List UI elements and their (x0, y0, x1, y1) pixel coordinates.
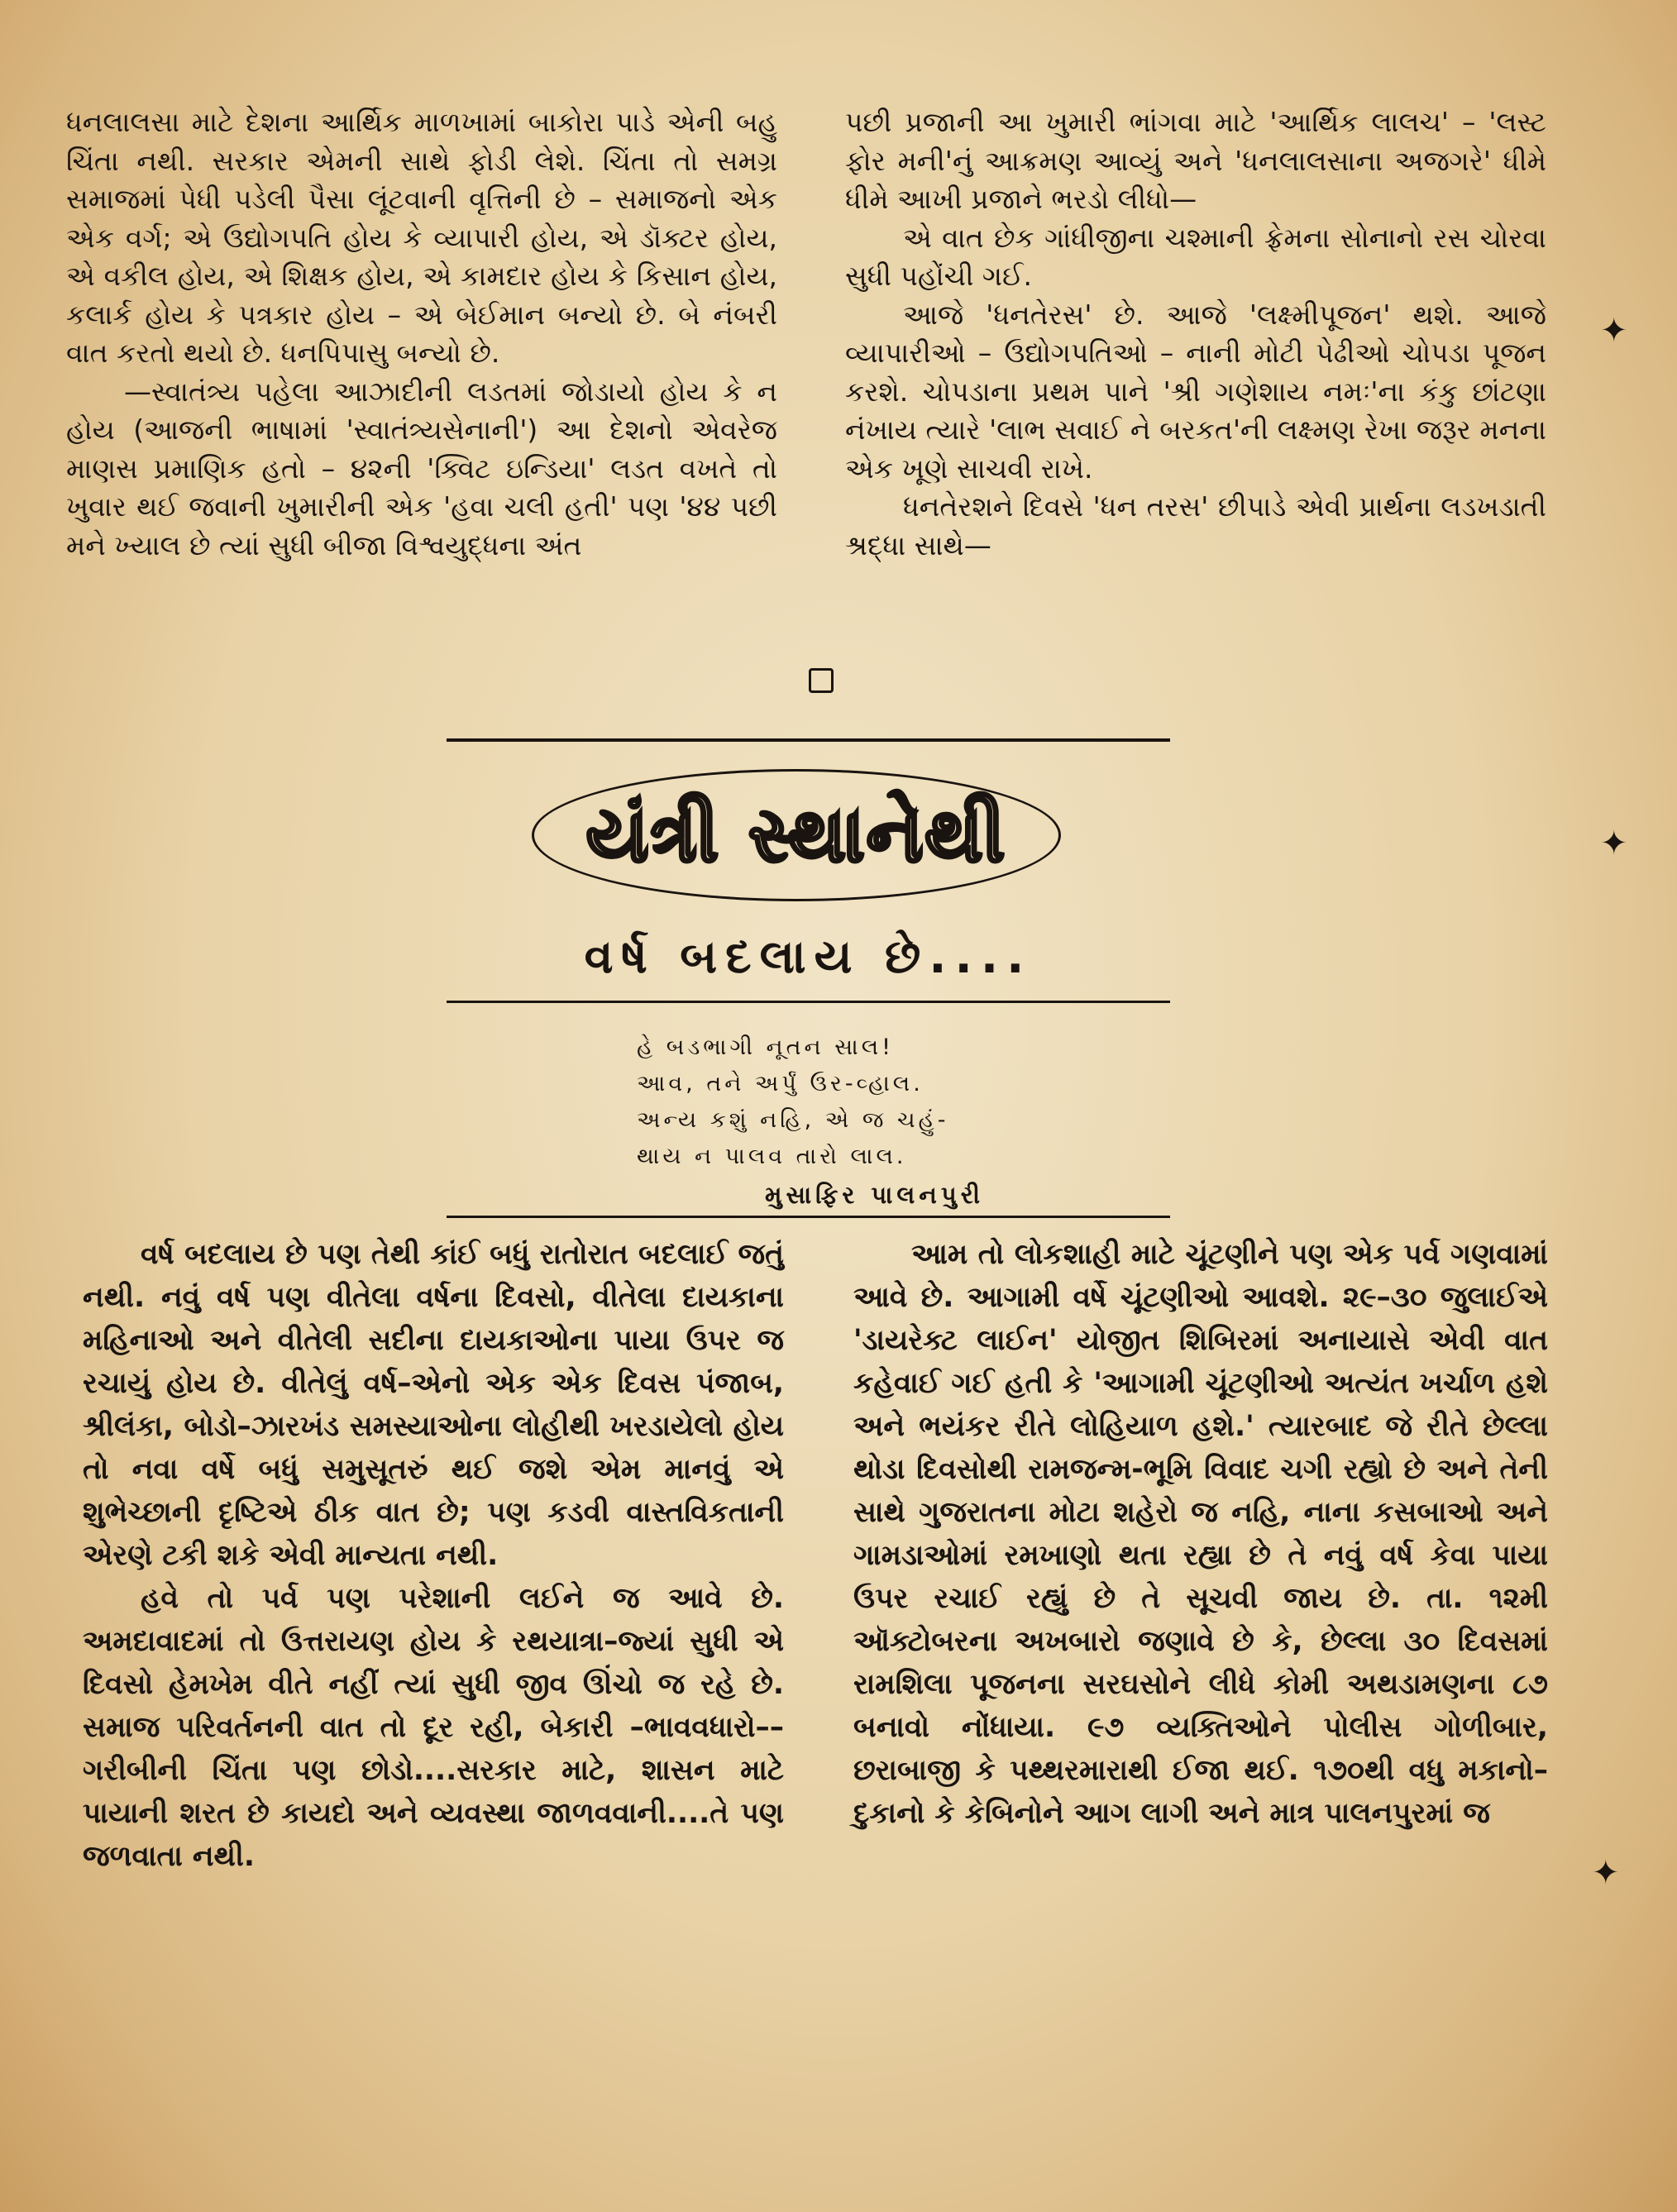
poem-line: હે બડભાગી નૂતન સાલ! (637, 1034, 894, 1060)
column-title: યંત્રી સ્થાનેથી (585, 790, 1007, 879)
top-left-column (66, 103, 777, 565)
paragraph: એ વાત છેક ગાંધીજીના ચશ્માની ફ્રેમના સોનાનો રસ ચોરવા સુધી પહોંચી ગઈ. (845, 221, 1546, 292)
divider-rule (447, 1216, 1170, 1218)
paragraph: —સ્વાતંત્ર્ય પહેલા આઝાદીની લડતમાં જોડાયો હોય કે ન હોય (આજની ભાષામાં 'સ્વાતંત્ર્યસેનાની') આ દેશનો એવરેજ માણસ પ્રમાણિક હતો – ૪૨ની 'ક્વિટ ઇન્ડિયા' લડત વખતે તો ખુવાર થઈ જવાની ખુમારીની એક 'હવા ચલી હતી' પણ '૪૪ પછી મને ખ્યાલ છે ત્યાં સુધી બીજા વિશ્વયુદ્ધના અંત (66, 375, 777, 561)
bottom-left-column (83, 1233, 784, 1878)
staple-mark-icon: ✦ (1600, 824, 1628, 862)
paragraph: પછી પ્રજાની આ ખુમારી ભાંગવા માટે 'આર્થિક લાલચ' – 'લસ્ટ ફોર મની'નું આક્રમણ આવ્યું અને 'ધનલાલસાના અજગરે' ધીમે ધીમે આખી પ્રજાને ભરડો લીધો— (845, 106, 1546, 215)
poem-line: થાય ન પાલવ તારો લાલ. (637, 1144, 907, 1169)
paragraph: ધનતેરશને દિવસે 'ધન તરસ' છીપાડે એવી પ્રાર્થના લડખડાતી શ્રદ્ધા સાથે— (845, 490, 1546, 561)
article-headline: વર્ષ બદલાય છે.... (584, 930, 1033, 984)
column-title-logo (532, 769, 1061, 901)
divider-rule (447, 738, 1170, 742)
paragraph: ધનલાલસા માટે દેશના આર્થિક માળખામાં બાકોરા પાડે એની બહુ ચિંતા નથી. સરકાર એમની સાથે ફોડી લેશે. ચિંતા તો સમગ્ર સમાજમાં પેધી પડેલી પૈસા લૂંટવાની વૃત્તિની છે – સમાજનો એક એક વર્ગ; એ ઉદ્યોગપતિ હોય કે વ્યાપારી હોય, એ ડૉક્ટર હોય, એ વકીલ હોય, એ શિક્ષક હોય, એ કામદાર હોય કે કિસાન હોય, કલાર્ક હોય કે પત્રકાર હોય – એ બેઈમાન બન્યો છે. બે નંબરી વાત કરતો થયો છે. ધનપિપાસુ બન્યો છે. (66, 106, 777, 369)
staple-mark-icon: ✦ (1592, 1854, 1620, 1892)
paragraph: વર્ષ બદલાય છે પણ તેથી કાંઈ બધું રાતોરાત બદલાઈ જતું નથી. નવું વર્ષ પણ વીતેલા વર્ષના દિવસો, વીતેલા દાયકાના મહિનાઓ અને વીતેલી સદીના દાયકાઓના પાયા ઉપર જ રચાયું હોય છે. વીતેલું વર્ષ–એનો એક એક દિવસ પંજાબ, શ્રીલંકા, બોડો–ઝારખંડ સમસ્યાઓના લોહીથી ખરડાયેલો હોય તો નવા વર્ષે બધું સમુસૂતરું થઈ જશે એમ માનવું એ શુભેચ્છાની દૃષ્ટિએ ઠીક વાત છે; પણ કડવી વાસ્તવિકતાની એરણે ટકી શકે એવી માન્યતા નથી. (83, 1238, 784, 1572)
staple-mark-icon: ✦ (1600, 312, 1628, 350)
poem-line: આવ, તને અર્પું ઉર-વ્હાલ. (637, 1071, 924, 1096)
bottom-right-column (853, 1233, 1548, 1835)
top-right-column (845, 103, 1546, 565)
paragraph: હવે તો પર્વ પણ પરેશાની લઈને જ આવે છે. અમદાવાદમાં તો ઉત્તરાયણ હોય કે રથયાત્રા–જ્યાં સુધી એ દિવસો હેમખેમ વીતે નહીં ત્યાં સુધી જીવ ઊંચો જ રહે છે. સમાજ પરિવર્તનની વાત તો દૂર રહી, બેકારી –ભાવવધારો––ગરીબીની ચિંતા પણ છોડો....સરકાર માટે, શાસન માટે પાયાની શરત છે કાયદો અને વ્યવસ્થા જાળવવાની....તે પણ જળવાતા નથી. (83, 1582, 784, 1873)
paragraph: આજે 'ધનતેરસ' છે. આજે 'લક્ષ્મીપૂજન' થશે. આજે વ્યાપારીઓ – ઉદ્યોગપતિઓ – નાની મોટી પેઢીઓ ચોપડા પૂજન કરશે. ચોપડાના પ્રથમ પાને 'શ્રી ગણેશાય નમઃ'ના કંકુ છાંટણા નંખાય ત્યારે 'લાભ સવાઈ ને બરકત'ની લક્ષ્મણ રેખા જરૂર મનના એક ખૂણે સાચવી રાખે. (845, 298, 1546, 485)
poem-author: મુસાફિર પાલનપુરી (765, 1181, 984, 1209)
epigraph-poem (637, 1030, 984, 1213)
section-separator-square (809, 668, 834, 693)
poem-line: અન્ય કશું નહિ, એ જ ચહું- (637, 1107, 949, 1133)
divider-rule (447, 1001, 1170, 1003)
paragraph: આમ તો લોકશાહી માટે ચૂંટણીને પણ એક પર્વ ગણવામાં આવે છે. આગામી વર્ષે ચૂંટણીઓ આવશે. ૨૯–૩૦ જુલાઈએ 'ડાયરેક્ટ લાઈન' યોજીત શિબિરમાં અનાયાસે એવી વાત કહેવાઈ ગઈ હતી કે 'આગામી ચૂંટણીઓ અત્યંત ખર્ચાળ હશે અને ભયંકર રીતે લોહિયાળ હશે.' ત્યારબાદ જે રીતે છેલ્લા થોડા દિવસોથી રામજન્મ-ભૂમિ વિવાદ ચગી રહ્યો છે અને તેની સાથે ગુજરાતના મોટા શહેરો જ નહિ, નાના કસબાઓ અને ગામડાઓમાં રમખાણો થતા રહ્યા છે તે નવું વર્ષ કેવા પાયા ઉપર રચાઈ રહ્યું છે તે સૂચવી જાય છે. તા. ૧૨મી ઑક્ટોબરના અખબારો જણાવે છે કે, છેલ્લા ૩૦ દિવસમાં રામશિલા પૂજનના સરઘસોને લીધે કોમી અથડામણના ૮૭ બનાવો નોંધાયા. ૯૭ વ્યક્તિઓને પોલીસ ગોળીબાર, છરાબાજી કે પથ્થરમારાથી ઈજા થઈ. ૧૭૦થી વધુ મકાનો–દુકાનો કે કેબિનોને આગ લાગી અને માત્ર પાલનપુરમાં જ (853, 1238, 1548, 1830)
